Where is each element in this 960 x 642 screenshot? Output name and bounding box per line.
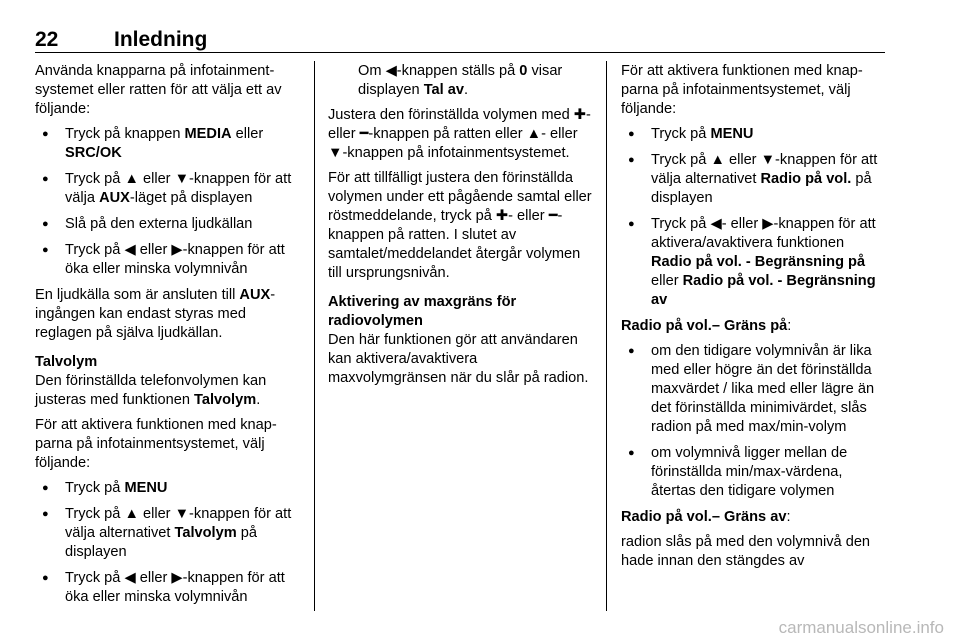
radio-vol-steps-list [621,125,887,310]
column-divider-1 [314,61,315,611]
section-title: Inledning [114,28,208,51]
list-item: ● om volymnivå ligger mellan de förinställda min/max-värdena, återtas den tidigare volymen [621,444,887,501]
intro-paragraph: För att aktivera funktionen med knapparna på infotainmentsystemet, välj följande: [621,63,863,117]
aux-paragraph: En ljudkälla som är ansluten till AUX-ingången kan endast styras med reglagen på själva ljudkällan. [35,287,276,341]
column-1 [35,62,301,614]
watermark: carmanualsonline.info [778,618,944,637]
list-item: ● om den tidigare volymnivån är lika med eller högre än det förinställda maxvärdet / lika med eller lägre än det förinställda minimivärdet, slås radion på med max/min-volym [621,342,887,437]
list-item: ● Slå på den externa ljudkällan [35,215,301,234]
list-item: ● Tryck på ▲ eller ▼-knappen för att välja AUX-läget på displayen [35,170,301,208]
max-limit-paragraph: Den här funktionen gör att användaren kan aktivera/avaktivera maxvolymgränsen när du slår på radion. [328,332,589,386]
column-divider-2 [606,61,607,611]
limit-off-label: Radio på vol.– Gräns av: [621,509,791,525]
list-item: ● Tryck på ◀ eller ▶-knappen för att öka eller minska volymnivån [35,569,301,607]
limit-off-paragraph: radion slås på med den volymnivå den hade innan den stängdes av [621,534,871,569]
temporary-adjust-paragraph: För att tillfälligt justera den förinställda volymen under ett pågående samtal eller röstmeddelande, tryck på ✚- eller ━-knappen på ratten. I slutet av samtalet/meddelandet återgår volymen till ursprungsnivån. [328,170,592,281]
volume-adjust-paragraph: Justera den förinställda volymen med ✚- eller ━-knappen på ratten eller ▲- eller ▼-knappen på infotainmentsystemet. [328,107,591,161]
talvolym-paragraph: Den förinställda telefonvolymen kan justeras med funktionen Talvolym. [35,373,267,408]
list-item: ● Tryck på knappen MEDIA eller SRC/OK [35,125,301,163]
column-2 [328,62,593,394]
max-limit-heading: Aktivering av maxgräns för radiovolymen [328,294,517,329]
list-item: ● Tryck på MENU [621,125,887,144]
page-number: 22 [35,28,59,51]
list-item: ● Tryck på ◀ eller ▶-knappen för att öka eller minska volymnivån [35,241,301,279]
activate-paragraph: För att aktivera funktionen med knapparna på infotainmentsystemet, välj följande: [35,417,277,471]
list-item: ● Tryck på MENU [35,479,301,498]
header-rule [35,52,885,53]
list-item: ● Tryck på ▲ eller ▼-knappen för att välja alternativet Talvolym på displayen [35,505,301,562]
column-3 [621,62,887,577]
intro-paragraph: Använda knapparna på infotainmentsystemet eller ratten för att välja ett av följande: [35,63,282,117]
continued-bullet-text: Om ◀-knappen ställs på 0 visar displayen Tal av. [358,63,563,98]
limit-on-label: Radio på vol.– Gräns på: [621,318,792,334]
limit-on-list [621,342,887,501]
source-selection-list [35,125,301,279]
talvolym-heading: Talvolym [35,354,98,370]
talvolym-steps-list [35,479,301,607]
list-item: ● Tryck på ◀- eller ▶-knappen för att aktivera/avaktivera funktionen Radio på vol. - Begränsning på eller Radio på vol. - Begränsning av [621,215,887,310]
page-header [35,28,885,54]
list-item: ● Tryck på ▲ eller ▼-knappen för att välja alternativet Radio på vol. på displayen [621,151,887,208]
